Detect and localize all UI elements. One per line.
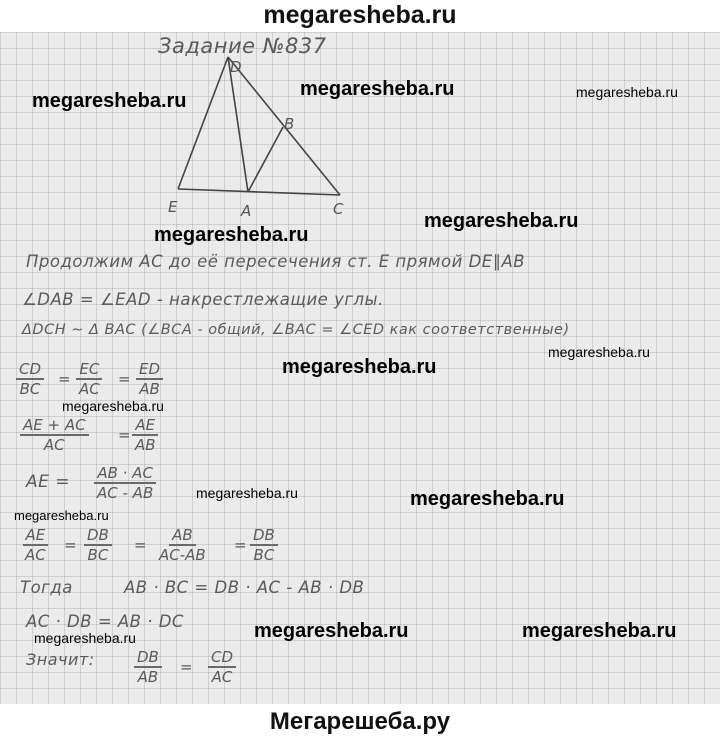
solution-line-2: ∠DAB = ∠EAD - накрестлежащие углы. xyxy=(22,290,384,309)
equals-sign: = xyxy=(134,536,148,554)
watermark: megaresheba.ru xyxy=(410,488,565,510)
label-E: E xyxy=(168,198,178,216)
watermark: megaresheba.ru xyxy=(154,224,309,246)
fraction-ED-AB: $\frac{ED}{AB}$ xyxy=(136,360,163,398)
equals-sign: = xyxy=(118,370,132,388)
fraction-AEplusAC-AC: $\frac{AE + AC}{AC}$ xyxy=(20,416,89,454)
equals-sign: = xyxy=(180,658,194,676)
label-A: A xyxy=(241,202,252,220)
equals-sign: = xyxy=(234,536,248,554)
solution-line-1: Продолжим AC до её пересечения ст. E прямой DE∥AB xyxy=(26,252,526,271)
equals-sign: = xyxy=(58,370,72,388)
watermark: megaresheba.ru xyxy=(300,78,455,100)
fraction-CD-BC: $\frac{CD}{BC}$ xyxy=(16,360,44,398)
watermark: megaresheba.ru xyxy=(196,485,298,501)
watermark: megaresheba.ru xyxy=(548,344,650,360)
equation-line-6: AB · BC = DB · AC - AB · DB xyxy=(124,578,365,597)
watermark: megaresheba.ru xyxy=(576,84,678,100)
fraction-CD-AC: $\frac{CD}{AC}$ xyxy=(208,648,236,686)
equation-line-7: AC · DB = AB · DC xyxy=(26,612,184,631)
equals-sign: = xyxy=(64,536,78,554)
fraction-DB-BC: $\frac{DB}{BC}$ xyxy=(84,526,112,564)
segment-DE xyxy=(178,57,228,189)
fraction-AE-AB: $\frac{AE}{AB}$ xyxy=(132,416,159,454)
watermark: megaresheba.ru xyxy=(32,90,187,112)
triangle-figure xyxy=(0,32,720,232)
watermark: megaresheba.ru xyxy=(424,210,579,232)
fraction-AE-AC: $\frac{AE}{AC}$ xyxy=(22,526,49,564)
fraction-ABAC-ACminusAB: $\frac{AB \cdot AC}{AC - AB}$ xyxy=(94,464,156,502)
fraction-DB-BC-2: $\frac{DB}{BC}$ xyxy=(250,526,278,564)
ae-equals: AE = xyxy=(26,472,71,492)
label-D: D xyxy=(230,58,242,76)
watermark: megaresheba.ru xyxy=(254,620,409,642)
label-B: B xyxy=(284,115,295,133)
segment-AB xyxy=(248,127,283,192)
label-C: C xyxy=(333,200,344,218)
watermark: megaresheba.ru xyxy=(14,508,109,523)
site-header: megaresheba.ru xyxy=(0,0,720,32)
watermark: megaresheba.ru xyxy=(282,356,437,378)
fraction-DB-AB: $\frac{DB}{AB}$ xyxy=(134,648,162,686)
watermark: megaresheba.ru xyxy=(62,398,164,414)
fraction-AB-ACminusAB: $\frac{AB}{AC-AB}$ xyxy=(159,526,206,564)
watermark: megaresheba.ru xyxy=(34,630,136,646)
therefore-word: Значит: xyxy=(26,650,95,669)
notebook-page xyxy=(0,32,720,704)
equals-sign: = xyxy=(118,426,132,444)
then-word: Тогда xyxy=(20,578,73,597)
task-title: Задание №837 xyxy=(158,34,327,58)
watermark: megaresheba.ru xyxy=(522,620,677,642)
solution-line-3: ΔDCH ∼ Δ BAC (∠BCA - общий, ∠BAC = ∠CED как соответственные) xyxy=(22,322,570,338)
fraction-EC-AC: $\frac{EC}{AC}$ xyxy=(76,360,103,398)
segment-EC xyxy=(178,189,340,195)
site-footer: Мегарешеба.ру xyxy=(0,704,720,741)
